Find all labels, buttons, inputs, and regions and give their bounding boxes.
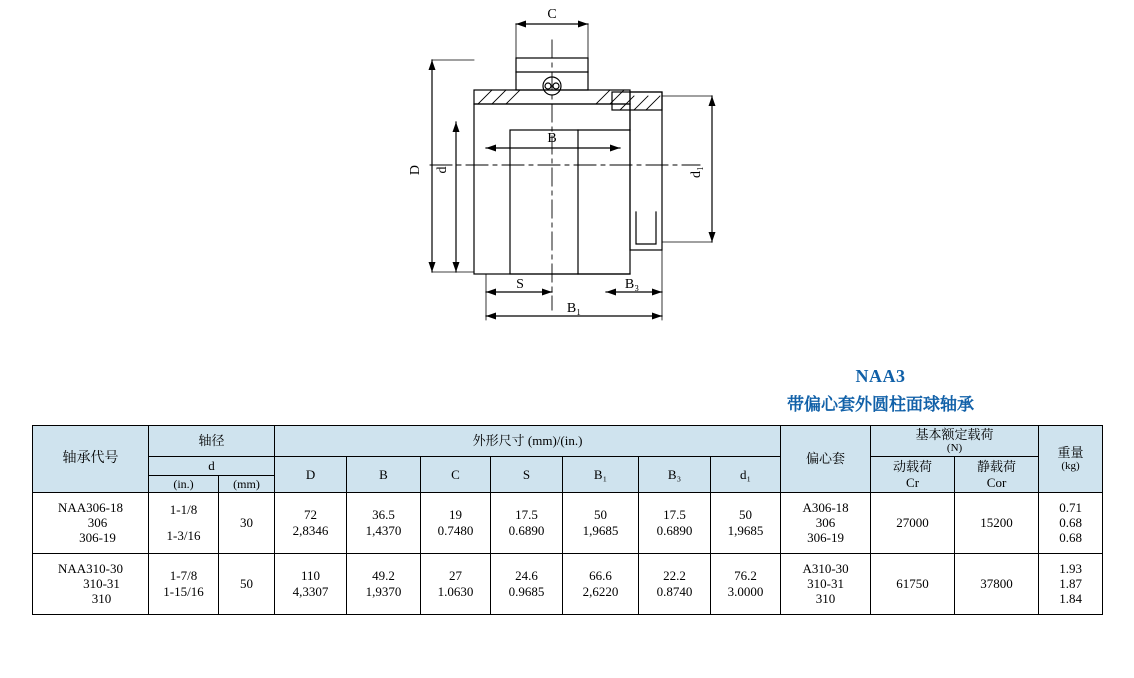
bearing-no-line3: 310 <box>91 591 112 607</box>
header-static-text: 静载荷 <box>977 459 1017 475</box>
bearing-no-line1: NAA306-18 <box>58 499 123 515</box>
header-dynamic-text: 动载荷 <box>893 459 933 475</box>
bearing-no-line3: 306-19 <box>79 530 116 546</box>
shaft-in-line1: 1-1/8 <box>169 502 198 518</box>
header-B3: B₃ <box>639 457 711 492</box>
header-dynamic <box>871 457 955 492</box>
header-C: C <box>421 457 491 492</box>
cell-shaft-in <box>149 492 219 553</box>
cell-B3: 22.2 0.8740 <box>639 553 711 614</box>
cell-B: 36.5 1,4370 <box>347 492 421 553</box>
header-shaft-dia-symbol: d <box>149 457 275 475</box>
cell-C: 19 0.7480 <box>421 492 491 553</box>
header-dynamic-symbol: Cr <box>906 474 920 490</box>
bearing-no-line2: 310-31 <box>83 576 120 592</box>
cell-d1: 76.2 3.0000 <box>711 553 781 614</box>
header-eccentric: 偏心套 <box>781 426 871 493</box>
dim-label-D: D <box>408 164 423 176</box>
dim-label-d: d <box>435 166 450 174</box>
cell-S: 24.6 0.9685 <box>491 553 563 614</box>
cell-shaft-mm: 30 <box>219 492 275 553</box>
cell-bearing-no <box>33 492 149 553</box>
cell-dynamic: 27000 <box>871 492 955 553</box>
header-basic-load-unit: (N) <box>946 442 963 455</box>
header-static-symbol: Cor <box>986 474 1007 490</box>
shaft-in-line2: 1-15/16 <box>163 583 204 599</box>
shaft-in-line1: 1-7/8 <box>169 568 198 584</box>
cell-d1: 50 1,9685 <box>711 492 781 553</box>
table-row <box>33 492 1103 553</box>
shaft-in-line2: 1-3/16 <box>166 527 201 543</box>
cell-shaft-mm: 50 <box>219 553 275 614</box>
dim-label-d1: d₁ <box>689 166 704 178</box>
header-B1: B₁ <box>563 457 639 492</box>
cell-B: 49.2 1,9370 <box>347 553 421 614</box>
header-D: D <box>275 457 347 492</box>
bearing-no-line2: 306 <box>87 515 108 531</box>
cell-static: 37800 <box>955 553 1039 614</box>
cell-B1: 66.6 2,6220 <box>563 553 639 614</box>
dim-label-C: C <box>547 7 557 22</box>
cell-dynamic: 61750 <box>871 553 955 614</box>
header-bearing-no: 轴承代号 <box>33 426 149 493</box>
cell-S: 17.5 0.6890 <box>491 492 563 553</box>
bearing-no-line1: NAA310-30 <box>58 560 123 576</box>
cell-C: 27 1.0630 <box>421 553 491 614</box>
cell-weight: 0.71 0.68 0.68 <box>1039 492 1103 553</box>
cell-D: 72 2,8346 <box>275 492 347 553</box>
dim-label-B1: B₁ <box>566 301 582 316</box>
header-basic-load <box>871 426 1039 457</box>
header-weight <box>1039 426 1103 493</box>
header-shaft-in: (in.) <box>149 475 219 492</box>
header-basic-load-text: 基本额定载荷 <box>915 427 994 442</box>
header-weight-unit: (kg) <box>1061 460 1080 473</box>
title-code: NAA3 <box>855 366 906 386</box>
header-dims: 外形尺寸 (mm)/(in.) <box>275 426 781 457</box>
cell-static: 15200 <box>955 492 1039 553</box>
table-row <box>33 553 1103 614</box>
cell-shaft-in <box>149 553 219 614</box>
title-name: 带偏心套外圆柱面球轴承 <box>787 395 974 414</box>
cell-eccentric: A306-18 306 306-19 <box>781 492 871 553</box>
cell-bearing-no <box>33 553 149 614</box>
cell-weight: 1.93 1.87 1.84 <box>1039 553 1103 614</box>
header-weight-text: 重量 <box>1057 444 1084 460</box>
drawing-title <box>787 366 974 415</box>
cell-B1: 50 1,9685 <box>563 492 639 553</box>
cell-B3: 17.5 0.6890 <box>639 492 711 553</box>
cell-D: 110 4,3307 <box>275 553 347 614</box>
header-shaft-dia: 轴径 <box>149 426 275 457</box>
dim-label-S: S <box>516 277 524 292</box>
specification-table <box>32 425 1103 615</box>
dim-label-B: B <box>547 131 557 146</box>
header-static <box>955 457 1039 492</box>
header-S: S <box>491 457 563 492</box>
header-shaft-mm: (mm) <box>219 475 275 492</box>
header-d1: d₁ <box>711 457 781 492</box>
cell-eccentric: A310-30 310-31 310 <box>781 553 871 614</box>
header-B: B <box>347 457 421 492</box>
dim-label-B3: B₃ <box>624 277 640 292</box>
